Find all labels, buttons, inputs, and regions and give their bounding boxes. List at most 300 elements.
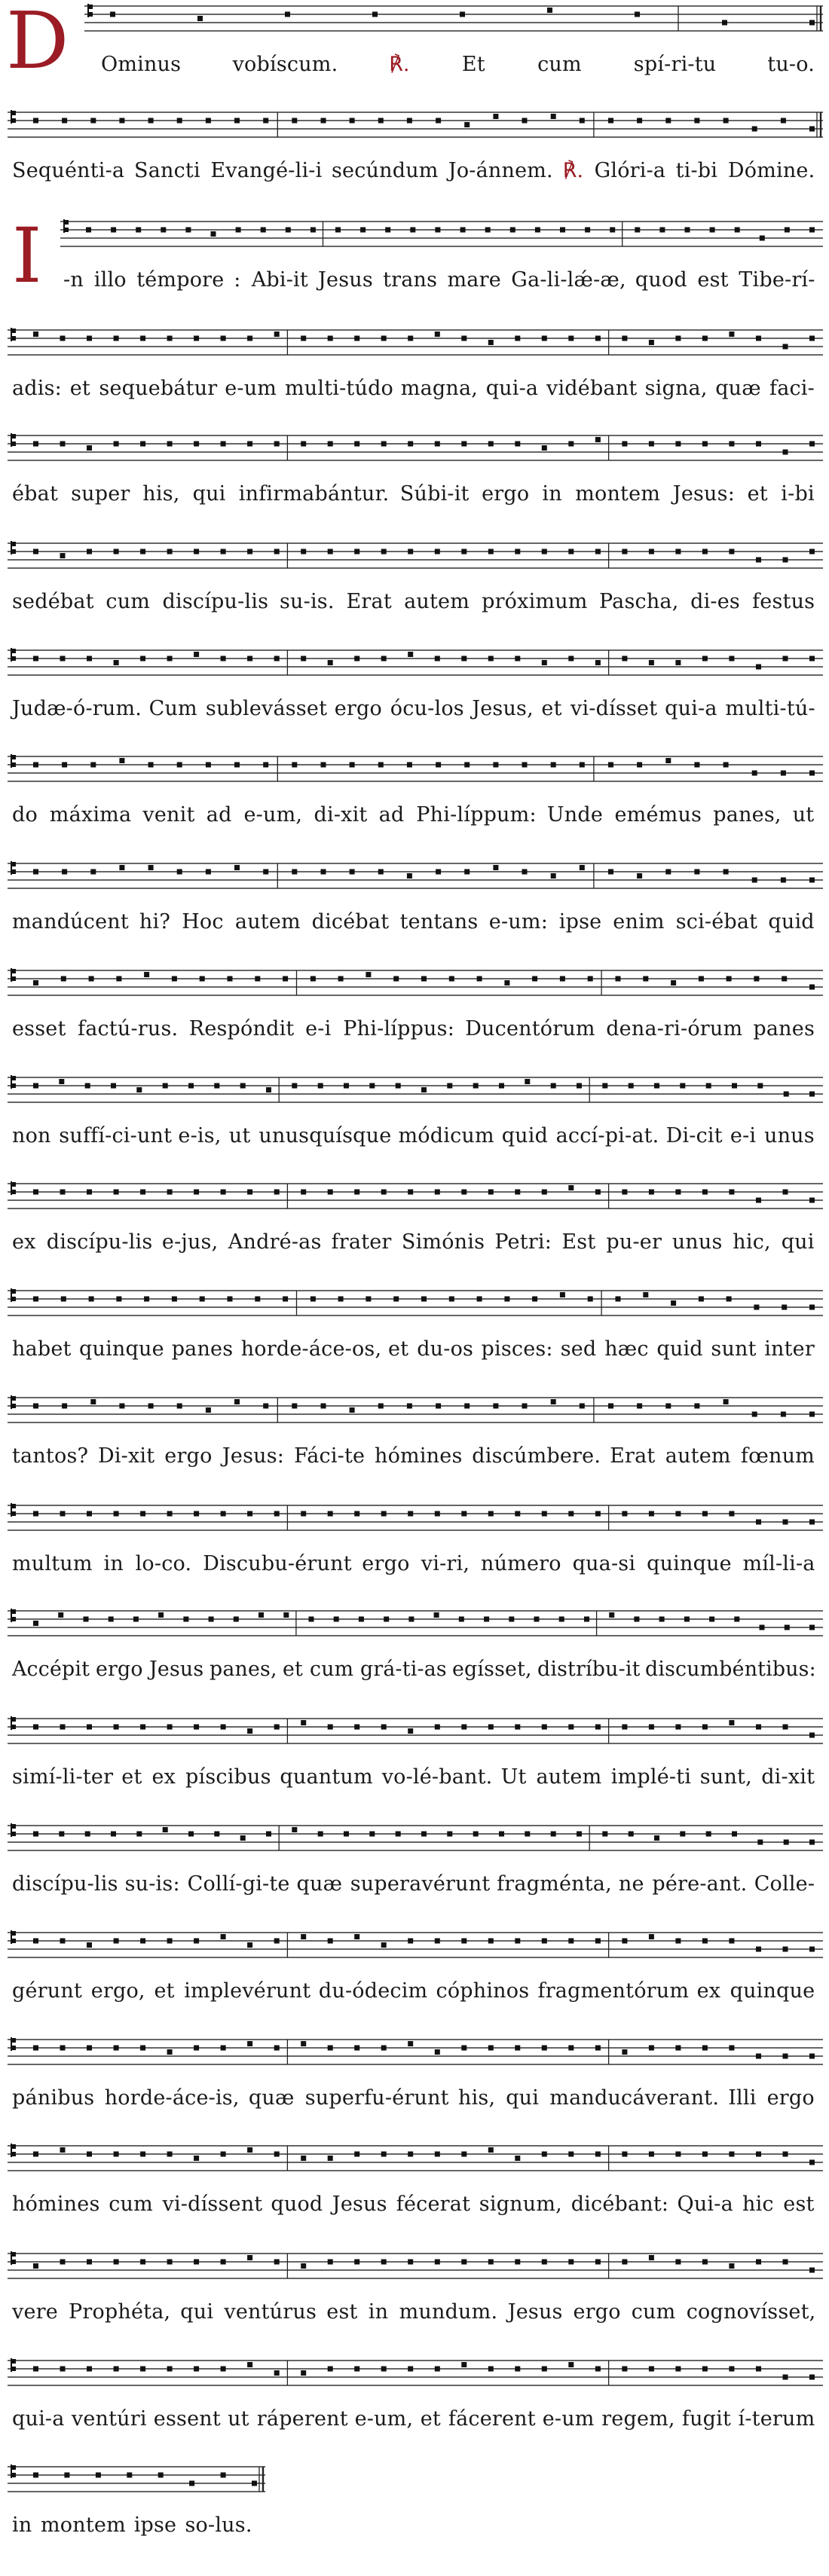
neume-punctum [255,976,260,982]
neume-punctum [116,976,121,982]
lyric-word: egísset, [451,1658,532,1681]
neume-punctum [542,660,547,665]
lyric-word: Jesus [507,2300,563,2324]
neume-punctum [90,762,96,768]
c-clef [11,861,16,875]
neume-punctum [515,2156,520,2161]
neume-punctum [261,228,266,233]
lyric-word: Ut [500,1765,527,1789]
neume-punctum [114,1190,119,1195]
neume-punctum [286,228,291,233]
lyric-word: Ducentórum [465,1017,595,1040]
neume-punctum [649,1511,654,1517]
neume-punctum [665,869,671,875]
lyric-word: do [12,803,38,827]
neume-punctum [809,442,815,447]
neume-punctum [515,336,520,341]
neume-punctum [209,1617,214,1622]
lyric-word: autem [536,1765,602,1789]
lyric-line [12,1230,814,1260]
neume-punctum [421,976,427,982]
neume-punctum [194,2156,199,2161]
lyric-word: ut [228,2407,249,2431]
lyric-word: quæ [715,377,761,400]
neume-punctum [321,869,326,875]
neume-punctum [354,2046,359,2051]
neume-punctum [163,1827,168,1832]
neume-punctum [87,2260,92,2265]
lyric-line [12,1124,814,1154]
neume-punctum [568,2046,574,2051]
neume-punctum [551,873,556,879]
neume-punctum [595,660,601,665]
lyric-word: ventúri [71,2407,147,2431]
neume-punctum [85,1832,90,1837]
lyric-word: módicum [398,1124,494,1147]
lyric-word: vo-lé-bant. [381,1765,493,1789]
neume-punctum [274,549,280,555]
staff [0,1713,829,1773]
lyric-word: Qui-a [677,2193,733,2216]
neume-punctum [756,665,761,670]
neume-punctum [247,656,252,662]
neume-punctum [649,2046,654,2051]
neume-punctum [111,1832,116,1837]
lyric-word: pánibus [12,2086,95,2110]
neume-punctum [381,549,387,555]
neume-punctum [782,976,787,982]
neume-punctum [783,1947,788,1952]
neume-punctum [515,1939,520,1944]
response-rubric: ℟. [389,53,410,76]
chant-system [0,857,829,948]
neume-punctum [654,1835,659,1841]
lyric-word: signa, [644,377,708,400]
neume-punctum [729,2263,734,2269]
neume-punctum [292,118,297,124]
lyric-line [12,159,814,189]
neume-punctum [515,2260,520,2265]
neume-punctum [90,869,96,875]
neume-punctum [60,1190,66,1195]
neume-punctum [247,1942,252,1948]
lyric-word: Petri: [494,1230,552,1254]
chant-system [0,1392,829,1482]
neume-punctum [809,1412,815,1417]
neume-punctum [194,442,199,447]
lyric-line [12,2086,814,2116]
neume-punctum [292,869,297,875]
lyric-word: ad [378,803,405,827]
neume-punctum [200,976,205,982]
neume-punctum [381,656,387,662]
c-clef [11,541,16,555]
neume-punctum [114,2367,119,2372]
lyric-word: ergo [362,1552,410,1575]
neume-punctum [783,450,788,455]
neume-punctum [60,2046,66,2051]
neume-punctum [60,2367,66,2372]
neume-punctum [185,228,191,233]
neume-punctum [809,2375,815,2380]
neume-punctum [461,2362,467,2367]
neume-punctum [809,1198,815,1203]
lyric-word: simí-li-ter [12,1765,114,1789]
c-clef [63,219,69,233]
neume-punctum [318,1083,323,1089]
staff [0,0,829,60]
neume-punctum [435,1511,440,1517]
neume-punctum [408,1511,413,1517]
lyric-word: his, [142,482,180,506]
chant-system [0,1285,829,1375]
lyric-word: et [283,1658,304,1681]
neume-punctum [783,558,788,563]
neume-punctum [194,1939,199,1944]
neume-punctum [206,1407,211,1413]
neume-punctum [654,1083,659,1089]
lyric-word: discípu-lis [12,1872,118,1896]
neume-punctum [464,1404,470,1409]
neume-punctum [408,1939,413,1944]
neume-punctum [809,20,815,26]
neume-punctum [732,1832,737,1837]
neume-punctum [335,228,341,233]
lyric-word: máxima [49,803,132,827]
lyric-word: ut [228,1124,251,1147]
lyric-word: Erat [610,1444,656,1468]
neume-punctum [136,228,141,233]
neume-punctum [675,2367,681,2372]
neume-punctum [234,1399,240,1404]
neume-punctum [228,1297,233,1302]
neume-punctum [729,1511,734,1517]
neume-punctum [140,549,145,555]
lyric-word: e-is, [178,1124,222,1147]
lyric-word: e-um, [354,2407,414,2431]
neume-punctum [542,445,547,451]
neume-punctum [542,2152,547,2157]
neume-punctum [381,2152,387,2157]
neume-punctum [515,2367,520,2372]
neume-punctum [188,1083,194,1089]
lyric-word: et [69,377,90,400]
neume-punctum [408,1190,413,1195]
neume-punctum [781,878,786,883]
lyric-word: secúndum [332,159,439,182]
neume-punctum [783,2260,788,2265]
neume-punctum [449,1297,454,1302]
neume-punctum [435,1725,440,1730]
lyric-word: tentans [399,910,479,934]
neume-punctum [263,762,268,768]
neume-punctum [477,976,482,982]
lyric-word: in [103,1552,124,1575]
neume-punctum [407,118,412,124]
neume-punctum [263,1404,268,1409]
neume-punctum [568,2152,574,2157]
neume-punctum [504,980,509,985]
lyric-word: quinque [79,1337,164,1361]
neume-punctum [60,656,66,662]
lyric-word: cum [537,53,582,76]
lyric-word: Ominus [101,53,182,76]
neume-punctum [378,1404,384,1409]
neume-punctum [783,656,788,662]
neume-punctum [350,118,355,124]
neume-punctum [33,2152,38,2157]
lyric-word: in [542,482,562,506]
lyric-word: qui-a [665,697,717,720]
c-clef [11,1075,16,1089]
neume-punctum [197,16,203,21]
neume-punctum [359,1617,364,1622]
lyric-word: magna, [400,377,479,400]
neume-punctum [710,228,715,233]
neume-punctum [595,1190,601,1195]
neume-punctum [694,869,699,875]
lyric-word: míl-li-a [742,1552,815,1575]
neume-punctum [110,12,115,17]
neume-punctum [547,8,552,13]
neume-punctum [62,118,67,124]
neume-punctum [551,1832,556,1837]
neume-punctum [649,660,654,665]
neume-punctum [702,2260,708,2265]
lyric-word: signum, [479,2193,562,2216]
lyric-word: hæc [604,1337,649,1361]
staff [0,857,829,918]
neume-punctum [568,2362,574,2367]
neume-punctum [568,336,574,341]
lyric-line [12,590,814,620]
neume-punctum [783,1190,788,1195]
neume-punctum [809,1947,815,1952]
lyric-word: ti-bi [675,159,718,182]
lyric-word: panes, [209,1658,277,1681]
neume-punctum [542,549,547,555]
neume-punctum [610,228,615,233]
neume-punctum [136,1087,142,1092]
neume-punctum [140,336,145,341]
neume-punctum [436,118,441,124]
neume-punctum [421,1832,427,1837]
lyric-word: est [783,2193,815,2216]
c-clef [11,433,16,447]
neume-punctum [685,228,690,233]
neume-punctum [584,1617,589,1622]
lyric-line [12,377,814,407]
neume-punctum [221,2046,226,2051]
lyric-word: fragmentórum [537,1979,690,2003]
neume-punctum [140,442,145,447]
lyric-word: mundum. [399,2300,498,2324]
neume-punctum [221,1934,226,1939]
neume-punctum [665,1404,671,1409]
neume-punctum [782,1305,787,1310]
chant-system [0,1071,829,1162]
staff [0,215,829,276]
neume-punctum [221,2367,226,2372]
neume-punctum [274,332,280,337]
neume-punctum [194,1511,199,1517]
neume-punctum [285,12,290,17]
lyric-word: Pascha, [599,590,679,613]
chant-system [0,537,829,628]
c-clef [11,110,16,124]
neume-punctum [595,336,601,341]
neume-punctum [809,771,815,776]
neume-punctum [675,2260,681,2265]
neume-punctum [33,2367,38,2372]
neume-punctum [87,549,92,555]
neume-punctum [649,340,654,345]
staff [0,2354,829,2415]
lyric-word: número [481,1552,561,1575]
neume-punctum [781,771,786,776]
neume-punctum [33,442,38,447]
neume-punctum [247,2041,252,2046]
neume-punctum [580,118,585,124]
neume-punctum [568,1185,574,1190]
neume-punctum [461,1725,467,1730]
lyric-word: discípu-lis [46,1230,153,1254]
lyric-word: quantum [280,1765,373,1789]
neume-punctum [354,1190,359,1195]
chant-system [0,1927,829,2017]
neume-punctum [436,869,441,875]
lyric-word: cum [106,590,151,613]
neume-punctum [542,1190,547,1195]
neume-punctum [247,549,252,555]
neume-punctum [756,2152,761,2157]
neume-punctum [310,1297,316,1302]
response-rubric: ℟. [562,159,584,182]
neume-punctum [783,2054,788,2059]
neume-punctum [515,442,520,447]
chant-system [0,212,829,306]
neume-punctum [410,228,415,233]
neume-punctum [706,1832,711,1837]
neume-punctum [622,2152,627,2157]
neume-punctum [665,758,671,763]
lyric-word: vere [12,2300,58,2324]
neume-punctum [321,1404,326,1409]
neume-punctum [706,1083,711,1089]
lyric-line [12,1658,817,1688]
neume-punctum [568,549,574,555]
lyric-word: spí-ri-tu [633,53,717,76]
neume-punctum [595,2260,601,2265]
lyric-word: cum [310,1658,354,1681]
lyric-word: multi-tú- [725,697,815,720]
neume-punctum [756,442,761,447]
neume-punctum [560,1292,565,1297]
neume-punctum [493,1404,498,1409]
neume-punctum [188,1832,194,1837]
neume-punctum [577,1832,582,1837]
drop-cap-initial: I [12,212,42,300]
lyric-word: e-i [730,1124,757,1147]
neume-punctum [274,2152,280,2157]
lyric-word: fácerent [448,2407,536,2431]
lyric-word: sunt, [699,1765,752,1789]
neume-punctum [148,762,154,768]
lyric-word: dena-ri-órum [606,1017,743,1040]
neume-punctum [310,976,316,982]
neume-punctum [33,1939,38,1944]
lyric-word: inter [764,1337,815,1361]
neume-punctum [87,1511,92,1517]
drop-cap-initial: D [6,0,69,87]
neume-punctum [114,2046,119,2051]
lyric-word: vi-dísset [571,697,658,720]
neume-punctum [60,553,66,558]
neume-punctum [381,2367,387,2372]
lyric-word: e-um [542,2407,595,2431]
neume-punctum [90,118,96,124]
lyric-word: so-lus. [185,2513,252,2537]
c-clef [11,2037,16,2051]
neume-punctum [785,228,790,233]
neume-punctum [608,869,613,875]
neume-punctum [140,2260,145,2265]
staff [0,324,829,384]
neume-punctum [637,762,642,768]
c-clef [11,2144,16,2157]
neume-punctum [247,336,252,341]
lyric-word: qui-a [485,377,539,400]
neume-punctum [350,762,355,768]
lyric-word: Unde [546,803,604,827]
lyric-word: superfu-érunt [304,2086,449,2110]
c-clef [11,1395,16,1409]
neume-punctum [96,2473,101,2478]
lyric-line [12,1444,814,1474]
neume-punctum [89,1297,94,1302]
neume-punctum [140,2046,145,2051]
neume-punctum [595,1511,601,1517]
lyric-word: Jo-ánnem. [448,159,553,182]
neume-punctum [447,1832,452,1837]
neume-punctum [274,1190,280,1195]
lyric-line [12,1552,814,1582]
lyric-word: discípu-lis [162,590,269,613]
neume-punctum [622,2049,627,2055]
c-clef [11,1823,16,1837]
lyric-word: distríbu-it [537,1658,641,1681]
neume-punctum [381,2046,387,2051]
neume-punctum [87,336,92,341]
neume-punctum [671,980,676,985]
neume-punctum [809,1840,815,1845]
lyric-word: Dómine. [727,159,815,182]
neume-punctum [699,1297,704,1302]
chant-system [0,1713,829,1803]
lyric-word: e-um [225,377,277,400]
neume-punctum [436,1404,441,1409]
neume-punctum [729,2046,734,2051]
neume-punctum [140,2152,145,2157]
neume-punctum [167,2260,173,2265]
neume-punctum [301,656,306,662]
neume-punctum [723,869,729,875]
lyric-word: enim [613,910,665,934]
lyric-word: cum [631,2300,676,2324]
lyric-word: implevérunt [184,1979,311,2003]
lyric-line [12,910,814,940]
neume-punctum [274,1939,280,1944]
